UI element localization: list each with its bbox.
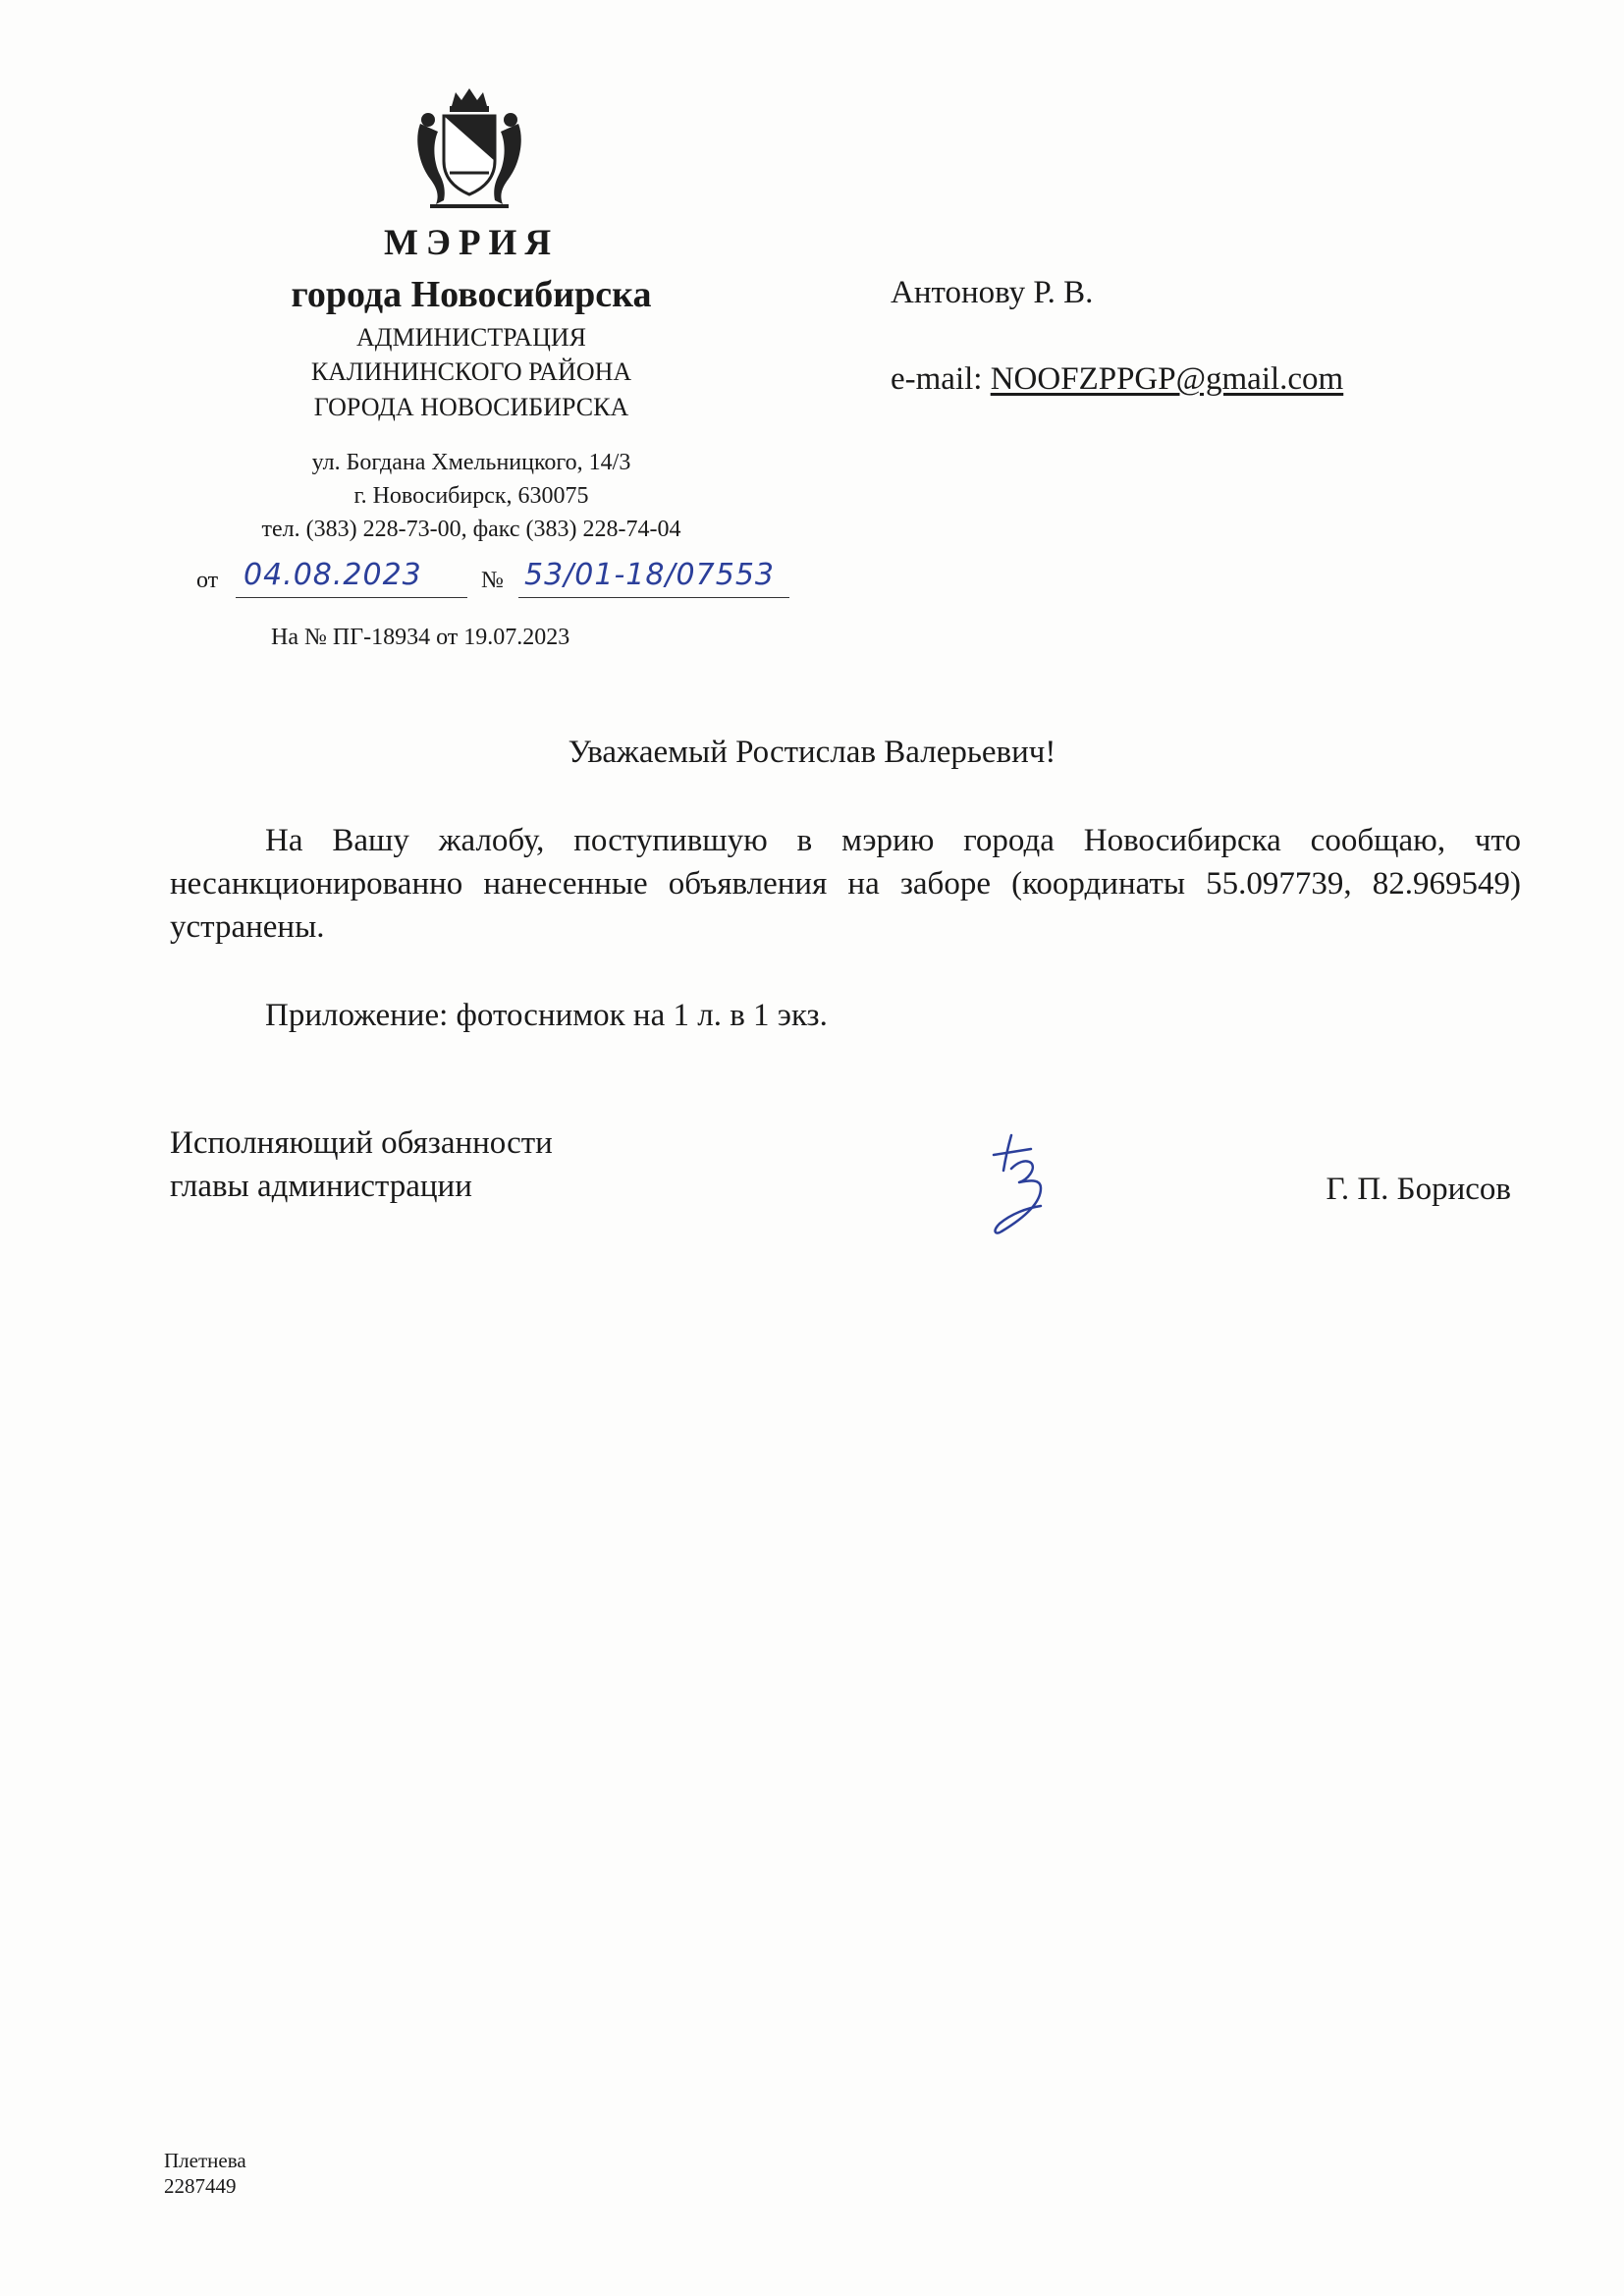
- org-title: МЭРИЯ: [383, 223, 560, 263]
- reference-line: На № ПГ-18934 от 19.07.2023: [271, 625, 570, 650]
- email-link[interactable]: NOOFZPPGP@gmail.com: [990, 361, 1344, 397]
- executor-phone: 2287449: [164, 2174, 237, 2198]
- date-label: от: [196, 568, 219, 593]
- handwritten-signature-icon: [982, 1129, 1070, 1237]
- signatory-position: Исполняющий обязанности: [170, 1125, 553, 1161]
- org-sub-line: ГОРОДА НОВОСИБИРСКА: [313, 393, 629, 421]
- number-underline: [518, 597, 789, 598]
- coat-of-arms-icon: [410, 84, 528, 212]
- email-label: e-mail:: [891, 361, 991, 397]
- signatory-position: главы администрации: [170, 1169, 472, 1204]
- date-underline: [236, 597, 467, 598]
- handwritten-number: 53/01-18/07553: [524, 558, 775, 592]
- letter-paragraph: На Вашу жалобу, поступившую в мэрию города Новосибирска сообщаю, что несанкционированно нанесенные объявления на заборе (координаты 55.097739, 82.969549) устранены.: [170, 823, 1521, 945]
- org-city: города Новосибирска: [291, 274, 652, 315]
- addressee-name: Антонову Р. В.: [891, 275, 1094, 310]
- org-sub-line: АДМИНИСТРАЦИЯ: [356, 323, 586, 352]
- attachment-note: Приложение: фотоснимок на 1 л. в 1 экз.: [265, 998, 828, 1033]
- address-line: г. Новосибирск, 630075: [353, 483, 589, 509]
- executor-name: Плетнева: [164, 2149, 246, 2172]
- org-sub-line: КАЛИНИНСКОГО РАЙОНА: [310, 357, 632, 386]
- signatory-name: Г. П. Борисов: [1326, 1172, 1511, 1207]
- address-line: ул. Богдана Хмельницкого, 14/3: [311, 450, 631, 475]
- salutation: Уважаемый Ростислав Валерьевич!: [568, 735, 1056, 770]
- addressee-email-line: [891, 361, 1343, 398]
- address-line: тел. (383) 228-73-00, факс (383) 228-74-04: [261, 517, 681, 542]
- number-label: №: [481, 568, 504, 593]
- handwritten-date: 04.08.2023: [244, 558, 422, 592]
